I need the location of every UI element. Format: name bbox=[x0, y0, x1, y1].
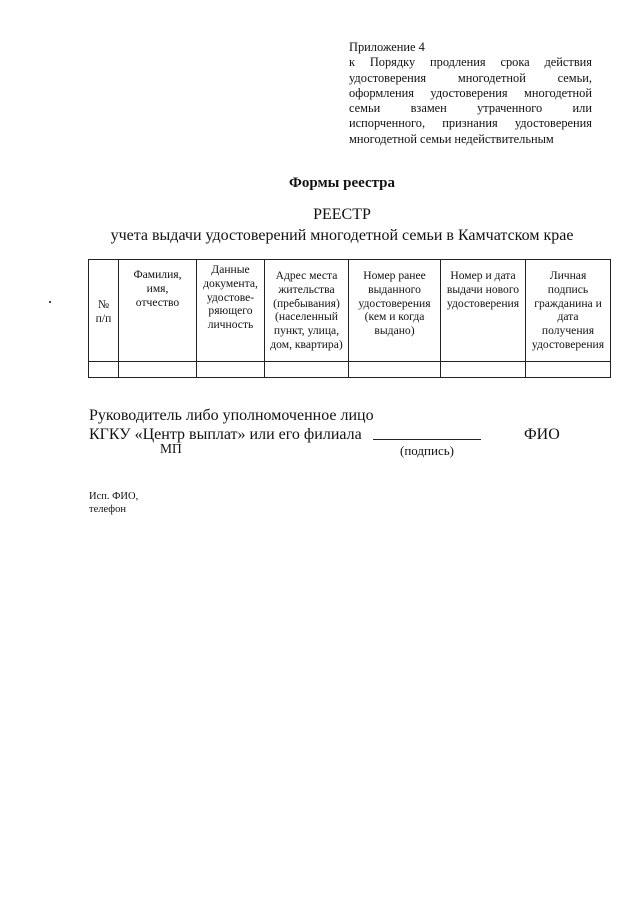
annex-line: оформления удостоверения многодетной bbox=[349, 85, 592, 100]
registry-table bbox=[88, 259, 611, 378]
annex-line: семьи взамен утраченного или bbox=[349, 101, 592, 116]
annex-line: Приложение 4 bbox=[349, 40, 425, 54]
header-text: (кем и когда bbox=[364, 310, 425, 324]
table-cell bbox=[89, 362, 119, 378]
table-cell bbox=[349, 362, 441, 378]
header-text: выданного bbox=[368, 282, 421, 296]
header-text: (населенный bbox=[275, 310, 338, 324]
header-text: п/п bbox=[95, 312, 112, 325]
table-cell bbox=[119, 362, 197, 378]
header-text: Номер ранее bbox=[363, 269, 426, 282]
header-cell-full-name bbox=[119, 260, 197, 362]
header-text: удостоверения bbox=[531, 337, 605, 351]
header-cell-address bbox=[265, 260, 349, 362]
header-text: Данные bbox=[211, 263, 250, 276]
annex-line: к Порядку продления срока действия bbox=[349, 55, 592, 70]
header-text: Адрес места bbox=[275, 269, 338, 282]
header-text: выдано) bbox=[374, 324, 415, 338]
annex-line: испорченного, признания удостоверения bbox=[349, 116, 592, 131]
table-cell bbox=[197, 362, 265, 378]
scan-speck bbox=[49, 301, 51, 303]
table-cell bbox=[441, 362, 526, 378]
header-text: получения bbox=[541, 324, 595, 338]
header-text: документа, bbox=[203, 276, 258, 290]
executor-phone: телефон bbox=[89, 504, 126, 515]
annex-line: многодетной семьи недействительным bbox=[349, 131, 554, 146]
header-text: отчество bbox=[135, 295, 180, 309]
header-text: удостоверения bbox=[446, 296, 520, 310]
executor-name: Исп. ФИО, bbox=[89, 491, 139, 502]
header-text: дата bbox=[557, 310, 579, 324]
registry-subtitle: учета выдачи удостоверений многодетной семьи в Камчатском крае bbox=[110, 227, 574, 244]
annex-block bbox=[349, 40, 592, 147]
header-cell-previous-certificate bbox=[349, 260, 441, 362]
header-text: № bbox=[97, 298, 110, 312]
header-cell-signature bbox=[526, 260, 611, 362]
header-text: пункт, улица, bbox=[273, 324, 340, 338]
table-cell bbox=[526, 362, 611, 378]
signatory-line-2: КГКУ «Центр выплат» или его филиала bbox=[89, 426, 362, 443]
table-row bbox=[89, 362, 611, 378]
header-text: удостове- bbox=[206, 290, 255, 304]
header-text: Фамилия, bbox=[133, 268, 182, 281]
header-text: дом, квартира) bbox=[270, 337, 343, 351]
header-text: имя, bbox=[146, 281, 169, 295]
executor-block bbox=[89, 490, 138, 516]
header-text: личность bbox=[207, 318, 254, 332]
header-text: жительства bbox=[278, 282, 335, 296]
header-cell-new-certificate bbox=[441, 260, 526, 362]
header-text: Личная bbox=[549, 269, 587, 282]
header-text: (пребывания) bbox=[273, 296, 340, 310]
forms-title: Формы реестра bbox=[288, 175, 396, 191]
header-cell-number bbox=[89, 260, 119, 362]
header-text: ряющего bbox=[208, 304, 253, 318]
table-cell bbox=[265, 362, 349, 378]
header-text: удостоверения bbox=[358, 296, 431, 310]
seal-place-label: МП bbox=[160, 441, 182, 456]
header-cell-identity-document bbox=[197, 260, 265, 362]
signatory-fio: ФИО bbox=[524, 426, 560, 443]
header-text: выдачи нового bbox=[446, 282, 520, 296]
header-text: гражданина и bbox=[534, 296, 602, 310]
registry-title: РЕЕСТР bbox=[313, 206, 371, 223]
header-text: Номер и дата bbox=[450, 269, 516, 282]
header-text: подпись bbox=[547, 282, 589, 296]
signature-caption: (подпись) bbox=[400, 443, 454, 458]
annex-line: удостоверения многодетной семьи, bbox=[349, 70, 592, 85]
table-header-row bbox=[89, 260, 611, 362]
signature-line bbox=[373, 428, 481, 440]
signatory-line-1: Руководитель либо уполномоченное лицо bbox=[89, 407, 374, 424]
